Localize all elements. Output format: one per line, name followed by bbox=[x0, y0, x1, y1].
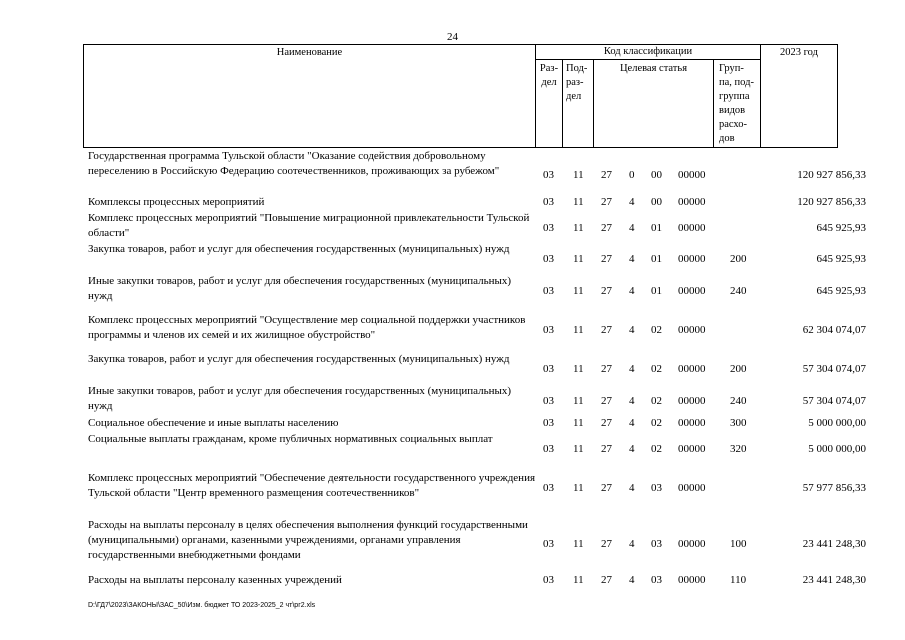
table-row bbox=[0, 352, 905, 382]
expense-type-cell: 110 bbox=[730, 574, 747, 586]
row-name: Расходы на выплаты персоналу в целях обеспечения выполнения функций государственными (муниципальными) органами, казенными учреждениями, органами управления государственными внебюджетными фондами bbox=[88, 519, 528, 561]
row-name: Иные закупки товаров, работ и услуг для обеспечения государственных (муниципальных) нужд bbox=[88, 385, 512, 412]
amount-cell: 645 925,93 bbox=[816, 252, 866, 265]
row-name: Социальное обеспечение и иные выплаты населению bbox=[88, 417, 339, 429]
razdel-cell: 03 bbox=[543, 323, 554, 336]
subprogram-code-cell: 4 bbox=[629, 221, 635, 234]
row-name: Комплекс процессных мероприятий "Обеспечение деятельности государственного учреждения Тульской области "Центр временного размещения соотечественников" bbox=[88, 472, 536, 499]
main-event-code-cell: 02 bbox=[651, 442, 662, 455]
row-name: Закупка товаров, работ и услуг для обеспечения государственных (муниципальных) нужд bbox=[88, 243, 510, 255]
podrazdel-cell: 11 bbox=[573, 481, 584, 494]
header-year: 2023 год bbox=[780, 47, 818, 58]
main-event-code-cell: 02 bbox=[651, 323, 662, 336]
row-name: Социальные выплаты гражданам, кроме публичных нормативных социальных выплат bbox=[88, 433, 493, 445]
amount-cell: 57 304 074,07 bbox=[802, 394, 866, 407]
main-event-code-cell: 01 bbox=[651, 252, 662, 265]
expense-type-cell: 320 bbox=[730, 442, 747, 455]
program-code-cell: 27 bbox=[601, 362, 612, 375]
amount-cell: 5 000 000,00 bbox=[808, 417, 866, 429]
main-event-code-cell: 02 bbox=[651, 394, 662, 407]
amount-cell: 645 925,93 bbox=[816, 221, 866, 234]
table-row bbox=[0, 242, 905, 272]
amount-cell: 120 927 856,33 bbox=[797, 169, 866, 181]
razdel-cell: 03 bbox=[543, 538, 554, 550]
podrazdel-cell: 11 bbox=[573, 252, 584, 265]
direction-code-cell: 00000 bbox=[678, 169, 706, 181]
direction-code-cell: 00000 bbox=[678, 394, 706, 407]
direction-code-cell: 00000 bbox=[678, 252, 706, 265]
subprogram-code-cell: 4 bbox=[629, 394, 635, 407]
expense-type-cell: 240 bbox=[730, 394, 747, 407]
program-code-cell: 27 bbox=[601, 196, 612, 208]
main-event-code-cell: 02 bbox=[651, 362, 662, 375]
subprogram-code-cell: 4 bbox=[629, 442, 635, 455]
podrazdel-cell: 11 bbox=[573, 574, 584, 586]
program-code-cell: 27 bbox=[601, 442, 612, 455]
table-row bbox=[0, 274, 905, 304]
expense-type-cell: 300 bbox=[730, 417, 747, 429]
page-number: 24 bbox=[447, 31, 458, 43]
podrazdel-cell: 11 bbox=[573, 169, 584, 181]
podrazdel-cell: 11 bbox=[573, 284, 584, 297]
subprogram-code-cell: 4 bbox=[629, 362, 635, 375]
expense-type-cell: 200 bbox=[730, 362, 747, 375]
program-code-cell: 27 bbox=[601, 574, 612, 586]
row-name: Закупка товаров, работ и услуг для обеспечения государственных (муниципальных) нужд bbox=[88, 353, 510, 365]
amount-cell: 62 304 074,07 bbox=[802, 323, 866, 336]
amount-cell: 57 977 856,33 bbox=[802, 481, 866, 494]
row-name: Комплекс процессных мероприятий "Осуществление мер социальной поддержки участников программы и членов их семей и их жилищное обустройство" bbox=[88, 314, 526, 341]
table-row bbox=[0, 149, 905, 194]
razdel-cell: 03 bbox=[543, 252, 554, 265]
table-row bbox=[0, 195, 905, 210]
expense-type-cell: 100 bbox=[730, 538, 747, 550]
direction-code-cell: 00000 bbox=[678, 574, 706, 586]
header-razdel: Раз- дел bbox=[536, 60, 563, 147]
table-header bbox=[83, 44, 838, 148]
main-event-code-cell: 03 bbox=[651, 538, 662, 550]
razdel-cell: 03 bbox=[543, 574, 554, 586]
main-event-code-cell: 01 bbox=[651, 221, 662, 234]
program-code-cell: 27 bbox=[601, 284, 612, 297]
direction-code-cell: 00000 bbox=[678, 417, 706, 429]
razdel-cell: 03 bbox=[543, 362, 554, 375]
row-name: Расходы на выплаты персоналу казенных учреждений bbox=[88, 574, 342, 586]
row-name: Государственная программа Тульской области "Оказание содействия добровольному переселению в Российскую Федерацию соотечественников, проживающих за рубежом" bbox=[88, 150, 500, 177]
razdel-cell: 03 bbox=[543, 221, 554, 234]
expense-type-cell: 240 bbox=[730, 284, 747, 297]
direction-code-cell: 00000 bbox=[678, 221, 706, 234]
program-code-cell: 27 bbox=[601, 221, 612, 234]
header-target-article: Целевая статья bbox=[594, 60, 714, 147]
subprogram-code-cell: 4 bbox=[629, 252, 635, 265]
direction-code-cell: 00000 bbox=[678, 538, 706, 550]
podrazdel-cell: 11 bbox=[573, 538, 584, 550]
main-event-code-cell: 03 bbox=[651, 481, 662, 494]
amount-cell: 120 927 856,33 bbox=[797, 196, 866, 208]
program-code-cell: 27 bbox=[601, 394, 612, 407]
podrazdel-cell: 11 bbox=[573, 442, 584, 455]
program-code-cell: 27 bbox=[601, 252, 612, 265]
table-row bbox=[0, 211, 905, 241]
main-event-code-cell: 03 bbox=[651, 574, 662, 586]
subprogram-code-cell: 4 bbox=[629, 417, 635, 429]
row-name: Комплексы процессных мероприятий bbox=[88, 196, 265, 208]
razdel-cell: 03 bbox=[543, 481, 554, 494]
direction-code-cell: 00000 bbox=[678, 196, 706, 208]
main-event-code-cell: 00 bbox=[651, 196, 662, 208]
amount-cell: 23 441 248,30 bbox=[802, 574, 866, 586]
program-code-cell: 27 bbox=[601, 169, 612, 181]
table-row bbox=[0, 518, 905, 563]
program-code-cell: 27 bbox=[601, 417, 612, 429]
razdel-cell: 03 bbox=[543, 417, 554, 429]
razdel-cell: 03 bbox=[543, 394, 554, 407]
subprogram-code-cell: 0 bbox=[629, 169, 635, 181]
podrazdel-cell: 11 bbox=[573, 417, 584, 429]
expense-type-cell: 200 bbox=[730, 252, 747, 265]
subprogram-code-cell: 4 bbox=[629, 538, 635, 550]
razdel-cell: 03 bbox=[543, 442, 554, 455]
table-row bbox=[0, 313, 905, 343]
amount-cell: 5 000 000,00 bbox=[808, 442, 866, 455]
program-code-cell: 27 bbox=[601, 481, 612, 494]
row-name: Комплекс процессных мероприятий "Повышение миграционной привлекательности Тульской области" bbox=[88, 212, 530, 239]
main-event-code-cell: 02 bbox=[651, 417, 662, 429]
table-row bbox=[0, 416, 905, 431]
program-code-cell: 27 bbox=[601, 323, 612, 336]
direction-code-cell: 00000 bbox=[678, 323, 706, 336]
direction-code-cell: 00000 bbox=[678, 284, 706, 297]
razdel-cell: 03 bbox=[543, 196, 554, 208]
podrazdel-cell: 11 bbox=[573, 362, 584, 375]
razdel-cell: 03 bbox=[543, 169, 554, 181]
program-code-cell: 27 bbox=[601, 538, 612, 550]
table-row bbox=[0, 573, 905, 588]
subprogram-code-cell: 4 bbox=[629, 196, 635, 208]
direction-code-cell: 00000 bbox=[678, 481, 706, 494]
amount-cell: 57 304 074,07 bbox=[802, 362, 866, 375]
header-name: Наименование bbox=[84, 45, 536, 147]
subprogram-code-cell: 4 bbox=[629, 284, 635, 297]
subprogram-code-cell: 4 bbox=[629, 481, 635, 494]
main-event-code-cell: 01 bbox=[651, 284, 662, 297]
table-row bbox=[0, 384, 905, 414]
podrazdel-cell: 11 bbox=[573, 323, 584, 336]
direction-code-cell: 00000 bbox=[678, 442, 706, 455]
table-row bbox=[0, 432, 905, 462]
header-classification-code: Код классификации bbox=[536, 45, 761, 60]
amount-cell: 23 441 248,30 bbox=[802, 538, 866, 550]
row-name: Иные закупки товаров, работ и услуг для обеспечения государственных (муниципальных) нужд bbox=[88, 275, 512, 302]
main-event-code-cell: 00 bbox=[651, 169, 662, 181]
amount-cell: 645 925,93 bbox=[816, 284, 866, 297]
file-path-footer: D:\ГД7\2023\ЗАКОНЫ\ЗАС_50\Изм. бюджет ТО 2023-2025_2 чт\рг2.xls bbox=[88, 602, 316, 609]
razdel-cell: 03 bbox=[543, 284, 554, 297]
podrazdel-cell: 11 bbox=[573, 221, 584, 234]
table-row bbox=[0, 471, 905, 501]
header-podrazdel: Под- раз- дел bbox=[563, 60, 594, 147]
header-expense-group: Груп- па, под- группа видов расхо- дов bbox=[714, 60, 761, 147]
subprogram-code-cell: 4 bbox=[629, 323, 635, 336]
subprogram-code-cell: 4 bbox=[629, 574, 635, 586]
podrazdel-cell: 11 bbox=[573, 196, 584, 208]
direction-code-cell: 00000 bbox=[678, 362, 706, 375]
podrazdel-cell: 11 bbox=[573, 394, 584, 407]
